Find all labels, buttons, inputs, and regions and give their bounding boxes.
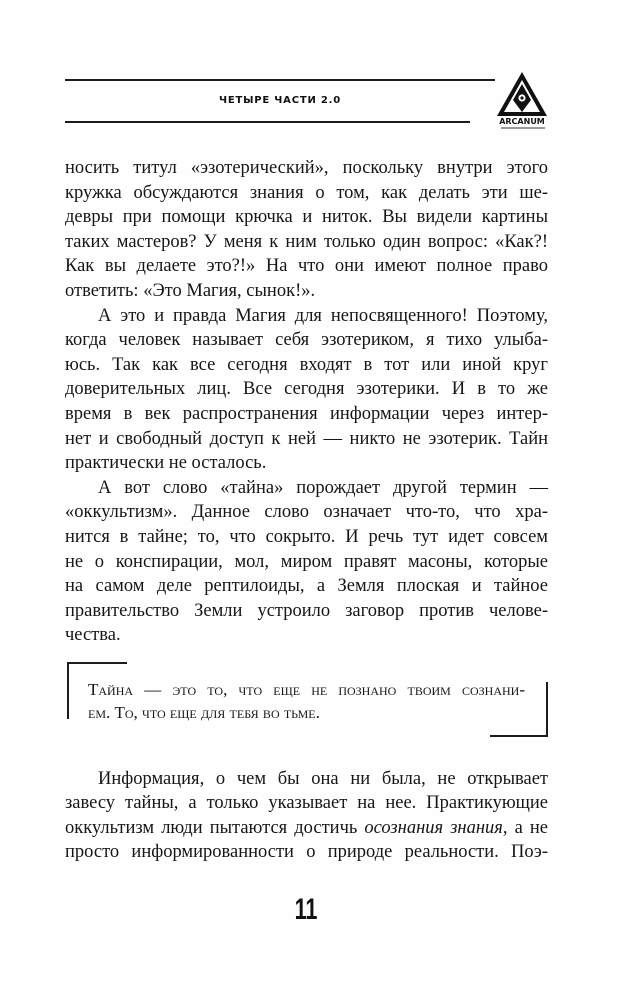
- logo-tagline-mark: [501, 127, 545, 129]
- text-line: чества.: [65, 625, 121, 646]
- publisher-logo: [494, 70, 552, 132]
- text-line: девры при помощи крючка и ниток. Вы видели картины: [65, 207, 548, 228]
- quote-line: ем. То, что еще для тебя во тьме.: [88, 702, 320, 722]
- eye-pupil: [520, 96, 523, 99]
- body-text-bottom: [65, 767, 548, 865]
- text-line: ответить: «Это Магия, сынок!».: [65, 280, 316, 301]
- text-line: Информация, о чем бы она ни была, не открывает: [98, 768, 548, 789]
- text-line: когда человек называет себя эзотериком, я тихо улыба-: [65, 330, 548, 351]
- italic-emphasis: осознания знания: [364, 817, 503, 838]
- text-line: А вот слово «тайна» порождает другой термин —: [98, 477, 548, 498]
- text-line: практически не осталось.: [65, 453, 267, 474]
- body-text-top: [65, 156, 548, 648]
- text-line: правительство Земли устроило заговор против челове-: [65, 600, 548, 621]
- paragraph: [65, 156, 548, 304]
- text-segment: оккультизм люди пытаются достичь: [65, 817, 365, 838]
- header-top-rule: [65, 79, 495, 81]
- text-line: А это и правда Магия для непосвященного! Поэтому,: [98, 305, 548, 326]
- text-line: «оккультизм». Данное слово означает что-то, что хра-: [65, 502, 548, 523]
- text-line: не о конспирации, мол, миром правят масоны, которые: [65, 551, 548, 572]
- text-line: доверительных лиц. Все сегодня эзотерики. И в то же: [65, 379, 548, 400]
- text-segment: , а не: [502, 817, 549, 838]
- text-line: носить титул «эзотерический», поскольку внутри этого: [65, 158, 548, 178]
- pull-quote: [88, 678, 525, 724]
- text-line: нет и свободный доступ к ней — никто не эзотерик. Тайн: [65, 428, 548, 449]
- text-line: завесу тайны, а только указывает на нее. Практикующие: [65, 793, 548, 814]
- page-number: 11: [294, 893, 318, 926]
- quote-line: Тайна — это то, что еще не познано твоим сознани-: [88, 679, 525, 699]
- text-line: кружка обсуждаются знания о том, как делать эти ше-: [65, 182, 548, 203]
- logo-wordmark: ARCANUM: [499, 117, 545, 126]
- text-line: на самом деле рептилоиды, а Земля плоская и тайное: [65, 576, 548, 597]
- text-line: Как вы делаете это?!» На что они имеют полное право: [65, 256, 548, 277]
- quote-bracket-top-left-vertical: [67, 662, 69, 719]
- paragraph: [65, 476, 548, 648]
- quote-bracket-top-left: [67, 662, 127, 664]
- text-line: юсь. Так как все сегодня входят в тот или иной круг: [65, 354, 548, 375]
- text-line: таких мастеров? У меня к ним только один вопрос: «Как?!: [65, 231, 548, 252]
- header-bottom-rule: [65, 121, 470, 123]
- text-line: время в век распространения информации через интер-: [65, 403, 548, 424]
- running-head: ЧЕТЫРЕ ЧАСТИ 2.0: [218, 95, 342, 106]
- quote-bracket-bottom-right-vertical: [546, 682, 548, 737]
- text-line: просто информированности о природе реальности. Поэ-: [65, 842, 548, 863]
- quote-bracket-bottom-right: [490, 735, 548, 737]
- text-line: [65, 816, 548, 841]
- paragraph: [65, 304, 548, 476]
- text-line: нится в тайне; то, что сокрыто. И речь тут идет совсем: [65, 526, 548, 547]
- paragraph: [65, 767, 548, 865]
